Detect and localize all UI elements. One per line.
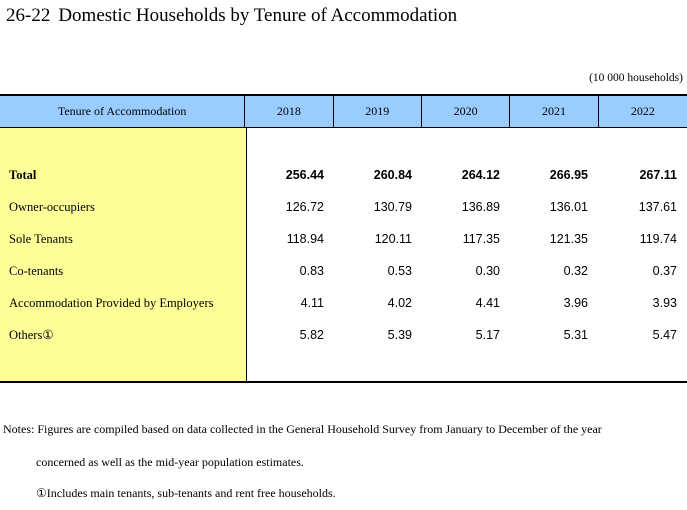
cell-value: 0.30 <box>475 264 500 278</box>
cell-value: 0.83 <box>299 264 324 278</box>
cell-value: 264.12 <box>461 168 500 182</box>
cell-value: 117.35 <box>462 232 500 246</box>
cell-value: 5.47 <box>652 328 677 342</box>
cell-value: 260.84 <box>373 168 412 182</box>
cell-value: 0.32 <box>563 264 588 278</box>
cell-value: 266.95 <box>549 168 588 182</box>
cell-value: 3.96 <box>563 296 588 310</box>
header-year-2018: 2018 <box>245 96 333 127</box>
table-row-employer-provided <box>0 287 687 319</box>
table-body <box>0 128 687 381</box>
notes-section <box>3 422 602 500</box>
row-label: Others① <box>9 328 54 342</box>
page-title <box>6 5 457 27</box>
cell-value: 0.37 <box>652 264 677 278</box>
table-row-others <box>0 319 687 351</box>
cell-value: 4.41 <box>475 296 500 310</box>
header-year-2022: 2022 <box>630 104 655 118</box>
cell-value: 4.02 <box>387 296 412 310</box>
row-label: Accommodation Provided by Employers <box>9 295 214 310</box>
unit-label: (10 000 households) <box>589 72 683 84</box>
table-header-row <box>0 96 687 128</box>
table-title-text: Domestic Households by Tenure of Accommodation <box>58 5 458 26</box>
cell-value: 5.31 <box>563 328 588 342</box>
table-number: 26-22 <box>6 5 51 26</box>
cell-value: 137.61 <box>638 200 677 214</box>
cell-value: 3.93 <box>652 296 677 310</box>
table-row-co-tenants <box>0 255 687 287</box>
cell-value: 136.01 <box>549 200 588 214</box>
row-label: Co-tenants <box>9 263 64 278</box>
cell-value: 121.35 <box>549 232 588 246</box>
note-line-1: Notes: Figures are compiled based on data collected in the General Household Survey from January to December of the year <box>3 422 602 436</box>
cell-value: 5.17 <box>475 328 500 342</box>
cell-value: 5.82 <box>299 328 324 342</box>
header-tenure: Tenure of Accommodation <box>0 96 245 127</box>
cell-value: 126.72 <box>285 200 324 214</box>
header-year-2021: 2021 <box>510 96 598 127</box>
note-line-2: concerned as well as the mid-year population estimates. <box>36 455 304 469</box>
cell-value: 120.11 <box>374 232 412 246</box>
cell-value: 256.44 <box>285 168 324 182</box>
header-year-2019: 2019 <box>334 96 422 127</box>
table-row-owner-occupiers <box>0 191 687 223</box>
data-table <box>0 94 687 383</box>
table-row-sole-tenants <box>0 223 687 255</box>
table-row-total <box>0 159 687 191</box>
header-year-2020: 2020 <box>422 96 510 127</box>
cell-value: 118.94 <box>286 232 324 246</box>
cell-value: 4.11 <box>300 296 324 310</box>
cell-value: 267.11 <box>639 168 677 182</box>
cell-value: 130.79 <box>373 200 412 214</box>
cell-value: 5.39 <box>387 328 412 342</box>
cell-value: 136.89 <box>461 200 500 214</box>
cell-value: 0.53 <box>387 264 412 278</box>
cell-value: 119.74 <box>639 232 677 246</box>
row-label: Total <box>9 167 37 182</box>
row-label: Sole Tenants <box>9 231 73 246</box>
footnote-others: ①Includes main tenants, sub-tenants and rent free households. <box>36 486 336 500</box>
row-label: Owner-occupiers <box>9 199 95 214</box>
